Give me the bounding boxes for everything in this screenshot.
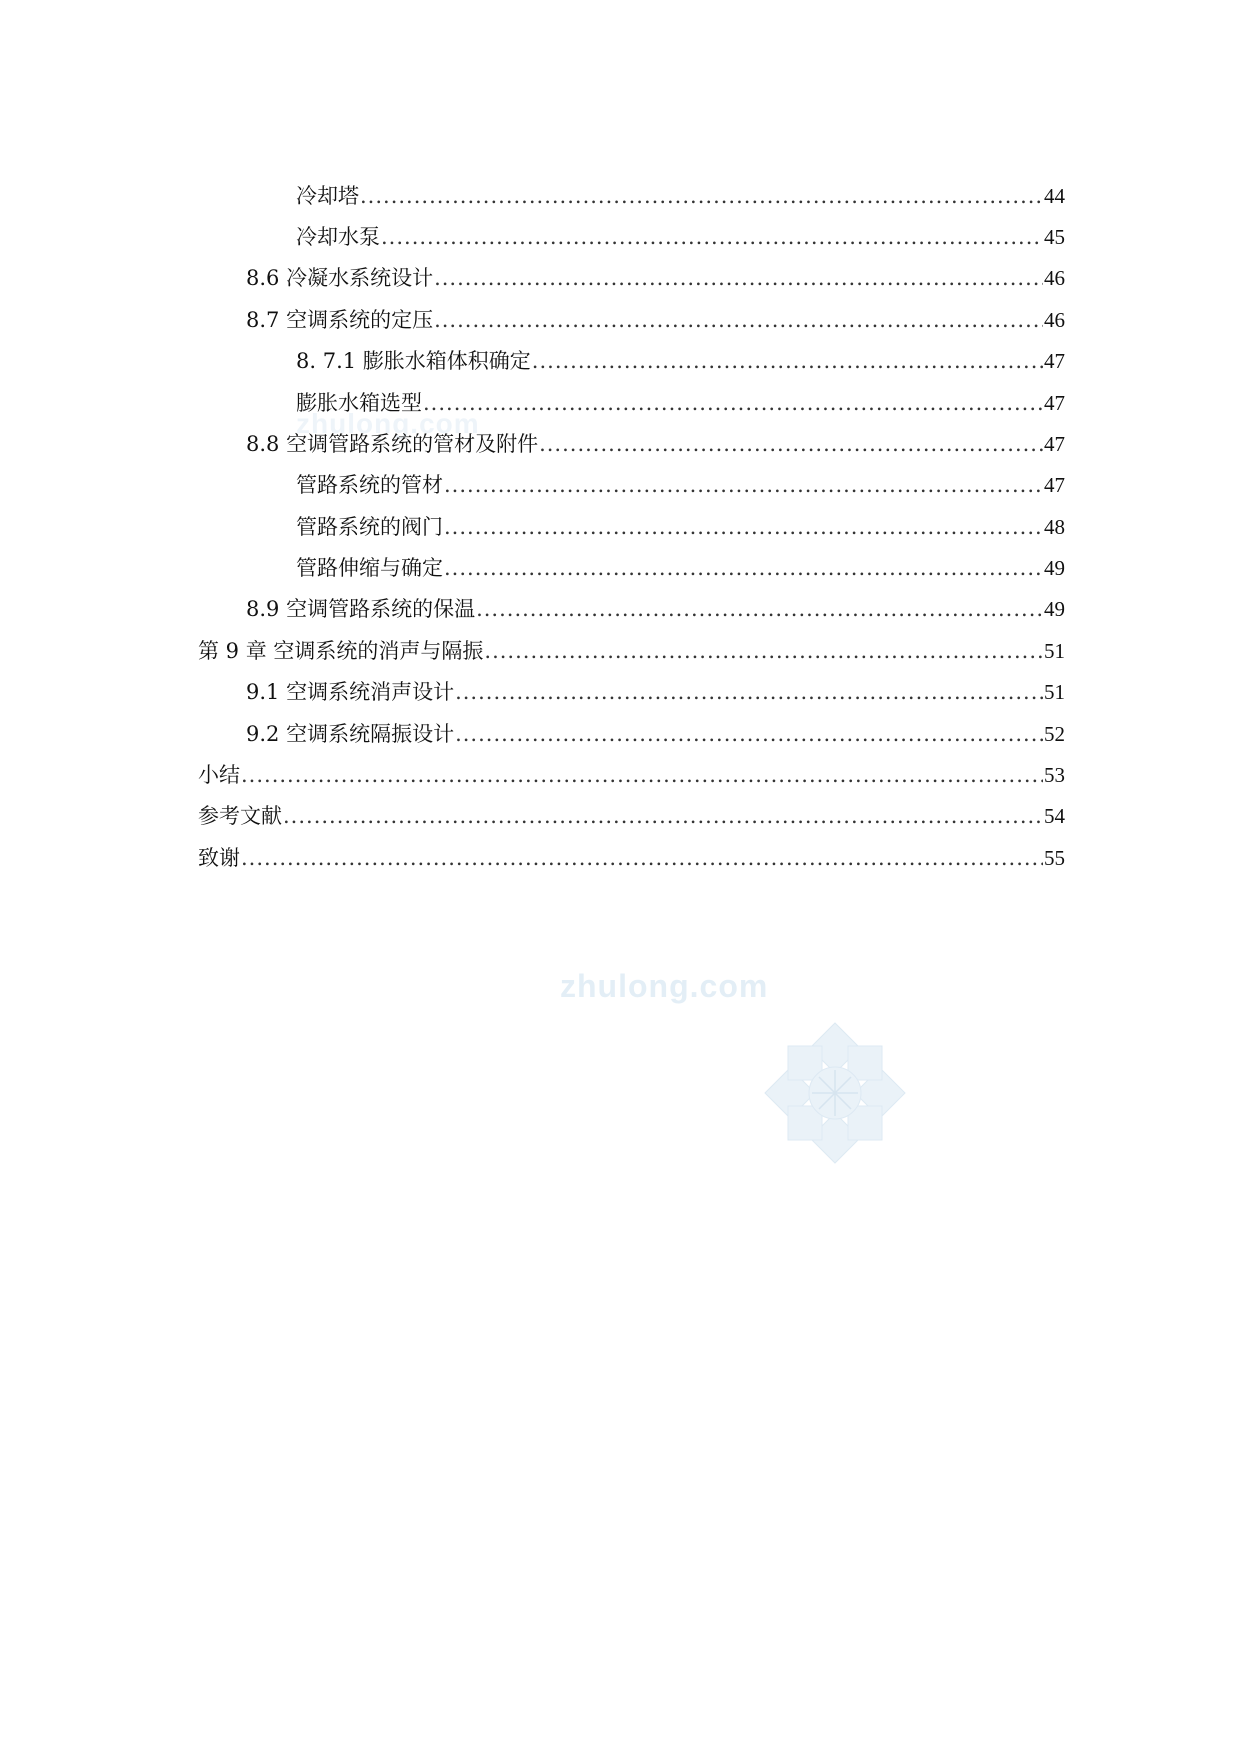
toc-entry-page: 52 bbox=[1044, 722, 1065, 746]
dot-leader bbox=[444, 512, 1043, 542]
dot-leader bbox=[283, 801, 1043, 831]
dot-leader bbox=[444, 470, 1043, 500]
dot-leader bbox=[241, 843, 1043, 873]
toc-entry[interactable] bbox=[198, 843, 1065, 873]
toc-entry-label: 第 9 章 空调系统的消声与隔振 bbox=[198, 639, 484, 663]
dot-leader bbox=[444, 553, 1043, 583]
toc-entry-page: 47 bbox=[1044, 432, 1065, 456]
toc-entry-label: 管路伸缩与确定 bbox=[296, 556, 443, 580]
toc-entry-label: 膨胀水箱选型 bbox=[296, 391, 422, 415]
toc-entry[interactable] bbox=[246, 719, 1065, 749]
watermark-logo-icon bbox=[760, 1018, 910, 1168]
dot-leader bbox=[476, 594, 1043, 624]
dot-leader bbox=[434, 305, 1043, 335]
toc-entry[interactable] bbox=[246, 429, 1065, 459]
dot-leader bbox=[381, 222, 1043, 252]
watermark-text: zhulong.com bbox=[560, 968, 769, 1004]
toc-entry-label: 致谢 bbox=[198, 846, 240, 870]
toc-entry-label: 8.8 空调管路系统的管材及附件 bbox=[246, 432, 539, 456]
toc-entry[interactable] bbox=[296, 181, 1065, 211]
dot-leader bbox=[484, 636, 1043, 666]
toc-entry[interactable] bbox=[296, 470, 1065, 500]
dot-leader bbox=[360, 181, 1043, 211]
toc-entry[interactable] bbox=[198, 760, 1065, 790]
toc-entry-label: 管路系统的管材 bbox=[296, 473, 443, 497]
toc-entry-label: 8.9 空调管路系统的保温 bbox=[246, 597, 476, 621]
toc-entry[interactable] bbox=[296, 388, 1065, 418]
toc-entry-label: 参考文献 bbox=[198, 804, 282, 828]
toc-entry[interactable] bbox=[296, 553, 1065, 583]
toc-entry-page: 53 bbox=[1044, 763, 1065, 787]
toc-entry-label: 9.1 空调系统消声设计 bbox=[246, 680, 455, 704]
toc-entry[interactable] bbox=[246, 263, 1065, 293]
toc-entry-page: 44 bbox=[1044, 184, 1065, 208]
toc-entry-label: 8. 7.1 膨胀水箱体积确定 bbox=[296, 349, 531, 373]
toc-entry-page: 49 bbox=[1044, 556, 1065, 580]
toc-entry-label: 8.7 空调系统的定压 bbox=[246, 308, 434, 332]
toc-entry-label: 冷却塔 bbox=[296, 184, 359, 208]
toc-entry-page: 46 bbox=[1044, 266, 1065, 290]
toc-entry[interactable] bbox=[296, 346, 1065, 376]
toc-entry-page: 51 bbox=[1044, 680, 1065, 704]
toc-entry[interactable] bbox=[246, 305, 1065, 335]
dot-leader bbox=[455, 677, 1043, 707]
toc-entry-label: 9.2 空调系统隔振设计 bbox=[246, 722, 455, 746]
toc-entry[interactable] bbox=[198, 636, 1065, 666]
watermark-text-faint: zhulong.com bbox=[296, 408, 480, 439]
toc-entry[interactable] bbox=[296, 512, 1065, 542]
toc-entry-page: 46 bbox=[1044, 308, 1065, 332]
toc-entry[interactable] bbox=[296, 222, 1065, 252]
toc-entry-page: 47 bbox=[1044, 391, 1065, 415]
toc-entry-label: 8.6 冷凝水系统设计 bbox=[246, 266, 434, 290]
toc-entry-page: 45 bbox=[1044, 225, 1065, 249]
toc-entry-page: 54 bbox=[1044, 804, 1065, 828]
toc-entry-page: 49 bbox=[1044, 597, 1065, 621]
toc-entry[interactable] bbox=[246, 594, 1065, 624]
dot-leader bbox=[455, 719, 1043, 749]
dot-leader bbox=[423, 388, 1043, 418]
toc-entry-page: 55 bbox=[1044, 846, 1065, 870]
dot-leader bbox=[539, 429, 1043, 459]
dot-leader bbox=[434, 263, 1043, 293]
toc-entry-page: 47 bbox=[1044, 473, 1065, 497]
toc-entry-page: 47 bbox=[1044, 349, 1065, 373]
toc-entry-label: 冷却水泵 bbox=[296, 225, 380, 249]
dot-leader bbox=[241, 760, 1043, 790]
toc-entry[interactable] bbox=[198, 801, 1065, 831]
toc-entry-page: 51 bbox=[1044, 639, 1065, 663]
toc-entry-label: 管路系统的阀门 bbox=[296, 515, 443, 539]
toc-entry-page: 48 bbox=[1044, 515, 1065, 539]
toc-entry-label: 小结 bbox=[198, 763, 240, 787]
dot-leader bbox=[532, 346, 1043, 376]
toc-entry[interactable] bbox=[246, 677, 1065, 707]
